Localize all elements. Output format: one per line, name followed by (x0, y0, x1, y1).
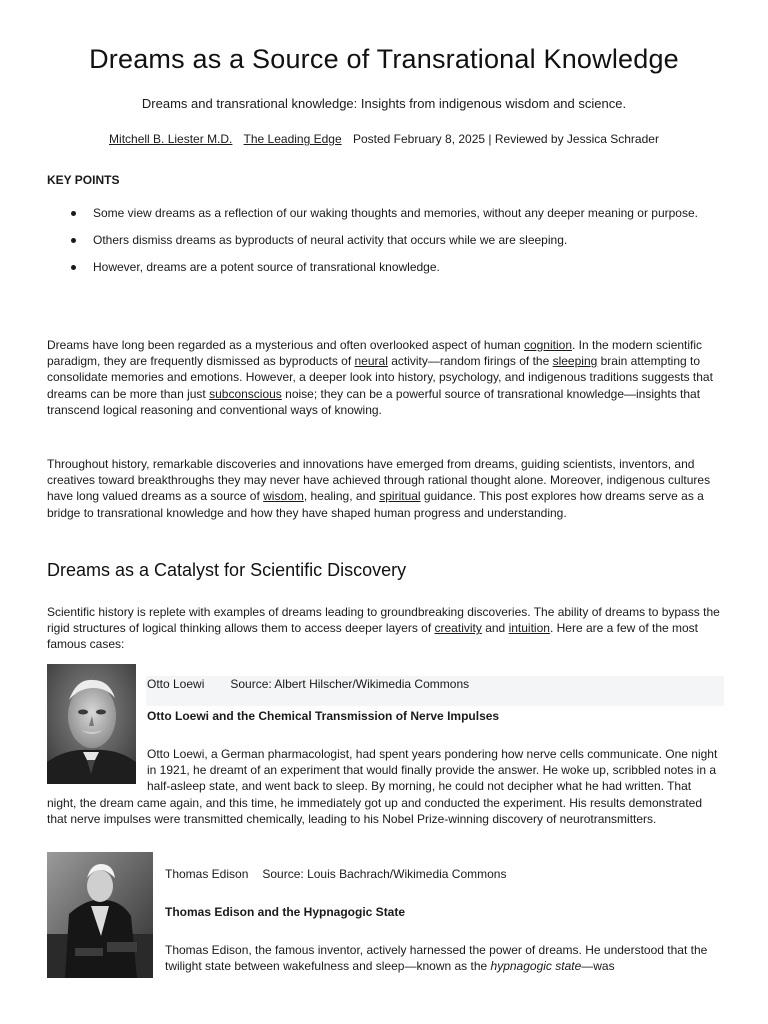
caption-source: Source: Louis Bachrach/Wikimedia Commons (262, 867, 507, 881)
article-subtitle: Dreams and transrational knowledge: Insights from indigenous wisdom and science. (141, 96, 627, 111)
key-point-item: However, dreams are a potent source of transrational knowledge. (47, 259, 727, 275)
portrait-illustration (47, 852, 153, 978)
blog-link[interactable]: The Leading Edge (243, 132, 342, 146)
byline (0, 132, 768, 146)
text-run: —was (581, 959, 615, 974)
text-run: guidance. This post explores how dreams serve as a bridge to transrational knowledge and how they have shaped human progress and understanding. (47, 489, 704, 520)
link-spiritual[interactable]: spiritual (379, 489, 421, 504)
loewi-caption (147, 677, 469, 691)
text-run: . In the modern scientific paradigm, they are frequently dismissed as byproducts of (47, 338, 703, 369)
link-creativity[interactable]: creativity (434, 621, 482, 636)
text-run: , healing, and (303, 489, 380, 504)
text-run: Thomas Edison, the famous inventor, actively harnessed the power of dreams. He understood that the twilight state between wakefulness and sleep—known as the (165, 943, 708, 974)
text-run: noise; they can be a powerful source of transrational knowledge—insights that transcend logical reasoning and conventional ways of knowing. (47, 386, 701, 417)
reviewer: Reviewed by Jessica Schrader (494, 132, 659, 146)
caption-name: Otto Loewi (147, 677, 205, 691)
key-point-item: Others dismiss dreams as byproducts of neural activity that occurs while we are sleeping. (47, 232, 727, 248)
key-point-item: Some view dreams as a reflection of our waking thoughts and memories, without any deeper meaning or purpose. (47, 205, 727, 221)
article-title: Dreams as a Source of Transrational Knowledge (89, 44, 679, 74)
byline-separator: | (488, 132, 492, 146)
loewi-paragraph (47, 746, 719, 827)
author-link[interactable]: Mitchell B. Liester M.D. (109, 132, 233, 146)
edison-subheading: Thomas Edison and the Hypnagogic State (165, 905, 406, 919)
thomas-edison-photo (47, 852, 153, 978)
emphasis-text: hypnagogic state (490, 959, 582, 974)
text-run: Otto Loewi, a German pharmacologist, had spent years pondering how nerve cells communicate. One night in 1921, he dreamt of an experiment that would finally provide the answer. He woke up, scribbled notes in a half-asleep state, and went back to sleep. By morning, he could not decipher what he had written. That night, the dream came again, and this time, he immediately got up and conducted the experiment. His results demonstrated that nerve impulses were transmitted chemically, leading to his Nobel Prize-winning discovery of neurotransmitters. (47, 747, 718, 826)
link-neural[interactable]: neural (354, 354, 388, 369)
section-heading: Dreams as a Catalyst for Scientific Discovery (47, 560, 407, 580)
key-points-list (47, 205, 727, 286)
text-run: and (481, 621, 509, 636)
text-run: . Here are a few of the most famous cases: (47, 621, 699, 652)
caption-name: Thomas Edison (165, 867, 249, 881)
intro-paragraph-2 (47, 456, 727, 521)
edison-caption (165, 867, 506, 881)
link-cognition[interactable]: cognition (523, 338, 572, 352)
caption-source: Source: Albert Hilscher/Wikimedia Commons (230, 677, 470, 691)
loewi-subheading: Otto Loewi and the Chemical Transmission of Nerve Impulses (147, 709, 500, 723)
link-wisdom[interactable]: wisdom (263, 489, 304, 504)
float-spacer (47, 746, 147, 794)
posted-date: Posted February 8, 2025 (352, 132, 486, 146)
link-intuition[interactable]: intuition (508, 621, 550, 636)
key-points-heading: KEY POINTS (47, 173, 120, 187)
intro-paragraph-1 (47, 337, 727, 418)
text-run: Scientific history is replete with examples of dreams leading to groundbreaking discoveries. The ability of dreams to bypass the rigid structures of logical thinking allows them to access deeper layers of (47, 605, 720, 636)
link-subconscious[interactable]: subconscious (209, 386, 282, 401)
text-run: brain attempting to consolidate memories and emotions. However, a deeper look into history, psychology, and indigenous traditions suggests that dreams can be more than just (47, 354, 713, 401)
text-run: activity—random firings of the (387, 354, 553, 369)
section-paragraph (47, 604, 727, 653)
text-run: Throughout history, remarkable discoveries and innovations have emerged from dreams, guiding scientists, inventors, and creatives toward breakthroughs they may never have achieved through rational thought alone. Moreover, indigenous cultures have long valued dreams as a source of (47, 457, 711, 504)
edison-paragraph (165, 942, 715, 974)
text-run: Dreams have long been regarded as a mysterious and often overlooked aspect of human (47, 338, 524, 352)
link-sleeping[interactable]: sleeping (552, 354, 598, 369)
